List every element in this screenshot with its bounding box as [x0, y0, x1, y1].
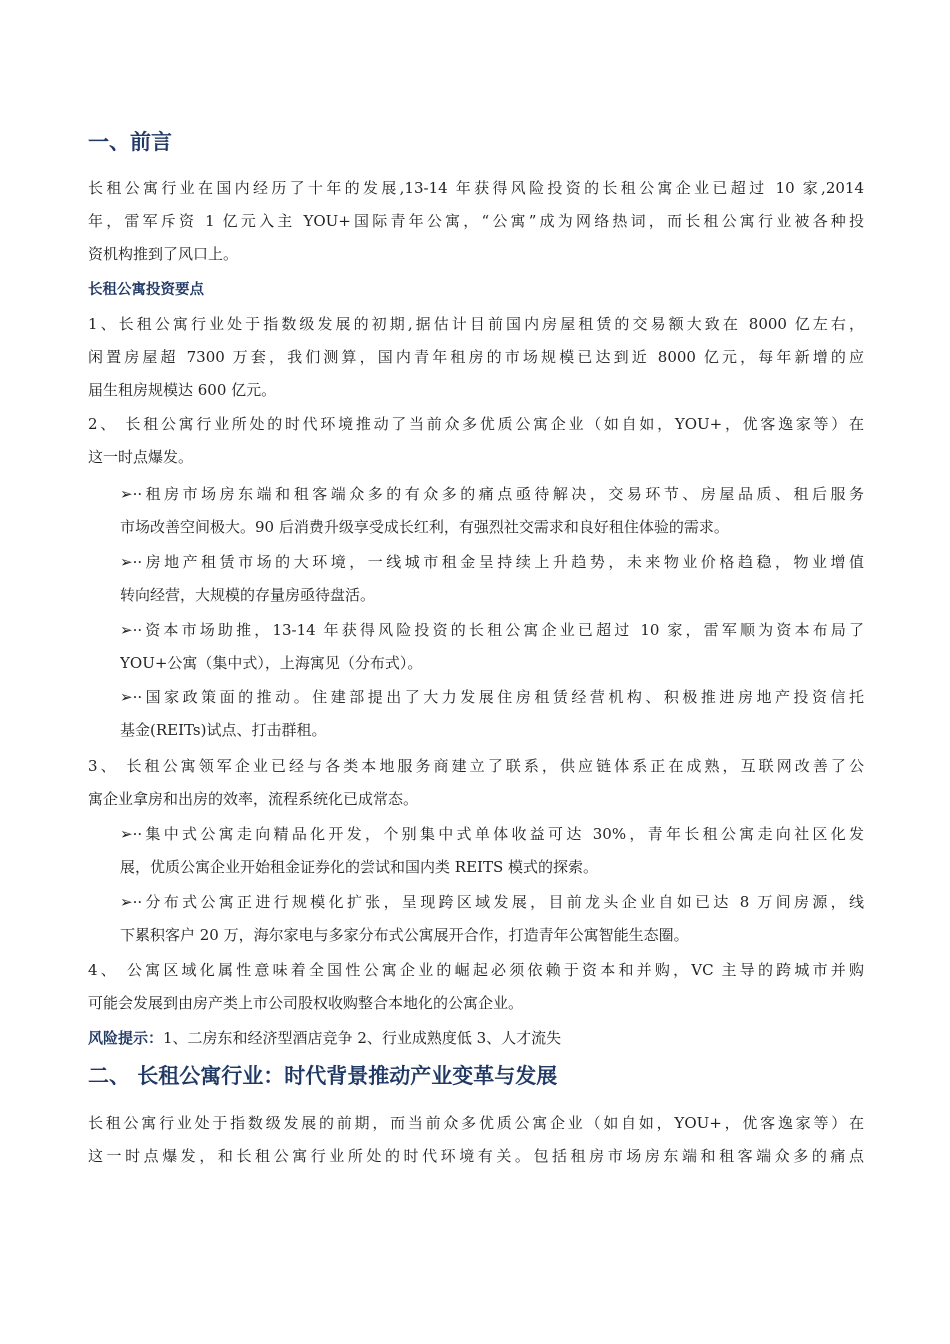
point-2-bullet-1-line-1: ➢··租房市场房东端和租客端众多的有众多的痛点亟待解决，交易环节、房屋品质、租后服务 [120, 485, 864, 503]
point-2-bullet-3-line-1: ➢··资本市场助推，13-14 年获得风险投资的长租公寓企业已超过 10 家，雷军顺为资本布局了 [120, 621, 864, 639]
section-2-line-1: 长租公寓行业处于指数级发展的前期，而当前众多优质公寓企业（如自如，YOU+，优客逸家等）在 [88, 1114, 864, 1132]
risk-warning-label: 风险提示： [88, 1029, 164, 1047]
point-1-line-2: 闲置房屋超 7300 万套，我们测算，国内青年租房的市场规模已达到近 8000 亿元，每年新增的应 [88, 348, 864, 366]
point-2-line-1: 2、 长租公寓行业所处的时代环境推动了当前众多优质公寓企业（如自如，YOU+，优客逸家等）在 [88, 415, 864, 433]
intro-line-3: 资机构推到了风口上。 [88, 245, 239, 263]
point-3-line-1: 3、 长租公寓领军企业已经与各类本地服务商建立了联系，供应链体系正在成熟，互联网改善了公 [88, 757, 864, 775]
point-4-line-2: 可能会发展到由房产类上市公司股权收购整合本地化的公寓企业。 [88, 994, 524, 1012]
point-2-bullet-3-line-2: YOU+公寓（集中式），上海寓见（分布式）。 [120, 654, 423, 672]
section-2-title: 二、 长租公寓行业：时代背景推动产业变革与发展 [88, 1064, 558, 1088]
risk-warning-text: 1、二房东和经济型酒店竞争 2、行业成熟度低 3、人才流失 [163, 1029, 562, 1047]
point-3-bullet-2-line-2: 下累积客户 20 万，海尔家电与多家分布式公寓展开合作，打造青年公寓智能生态圈。 [120, 926, 689, 944]
point-3-bullet-1-line-2: 展，优质公寓企业开始租金证券化的尝试和国内类 REITS 模式的探索。 [120, 858, 598, 876]
point-2-bullet-4-line-2: 基金(REITs)试点、打击群租。 [120, 721, 327, 739]
point-2-bullet-2-line-2: 转向经营，大规模的存量房亟待盘活。 [120, 586, 376, 604]
point-2-line-2: 这一时点爆发。 [88, 448, 194, 466]
point-3-bullet-1-line-1: ➢··集中式公寓走向精品化开发，个别集中式单体收益可达 30%，青年长租公寓走向社区化发 [120, 825, 864, 843]
point-2-bullet-4-line-1: ➢··国家政策面的推动。住建部提出了大力发展住房租赁经营机构、积极推进房地产投资信托 [120, 688, 864, 706]
intro-line-2: 年，雷军斥资 1 亿元入主 YOU+国际青年公寓，“公寓”成为网络热词，而长租公寓行业被各种投 [88, 212, 864, 230]
point-2-bullet-1-line-2: 市场改善空间极大。90 后消费升级享受成长红利，有强烈社交需求和良好租住体验的需求。 [120, 518, 729, 536]
section-2-line-2: 这一时点爆发，和长租公寓行业所处的时代环境有关。包括租房市场房东端和租客端众多的痛点 [88, 1147, 864, 1165]
point-4-line-1: 4、 公寓区域化属性意味着全国性公寓企业的崛起必须依赖于资本和并购，VC 主导的跨城市并购 [88, 961, 864, 979]
point-3-line-2: 寓企业拿房和出房的效率，流程系统化已成常态。 [88, 790, 419, 808]
risk-warning [88, 1027, 561, 1049]
point-1-line-3: 届生租房规模达 600 亿元。 [88, 381, 277, 399]
point-3-bullet-2-line-1: ➢··分布式公寓正进行规模化扩张，呈现跨区域发展，目前龙头企业自如已达 8 万间房源，线 [120, 893, 864, 911]
intro-line-1: 长租公寓行业在国内经历了十年的发展,13-14 年获得风险投资的长租公寓企业已超过 10 家,2014 [88, 179, 864, 197]
point-1-line-1: 1、长租公寓行业处于指数级发展的初期,据估计目前国内房屋租赁的交易额大致在 8000 亿左右， [88, 315, 864, 333]
section-1-title: 一、前言 [88, 130, 172, 154]
investment-points-heading: 长租公寓投资要点 [88, 282, 204, 298]
point-2-bullet-2-line-1: ➢··房地产租赁市场的大环境，一线城市租金呈持续上升趋势，未来物业价格趋稳，物业增值 [120, 553, 864, 571]
